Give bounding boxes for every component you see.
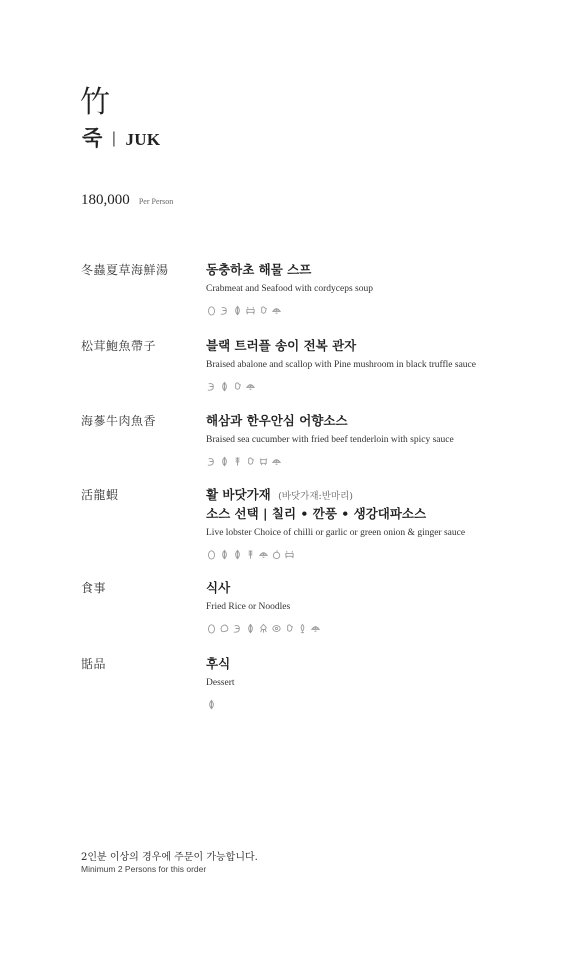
course-hanja: 活龍蝦	[81, 488, 119, 502]
menu-title-separator: |	[111, 129, 117, 147]
course-name-ko	[206, 486, 541, 505]
price-amount: 180,000	[81, 192, 130, 208]
allergen-icons	[206, 452, 541, 464]
course-name-ko: 해삼과 한우안심 어향소스	[206, 413, 348, 428]
crab-icon	[245, 301, 256, 313]
menu-title-ko: 죽	[82, 125, 103, 150]
leaf-icon	[232, 545, 243, 557]
allergen-icons	[206, 619, 541, 631]
egg-icon	[206, 301, 217, 313]
chicken-icon	[232, 377, 243, 389]
shellfish-icon	[271, 452, 282, 464]
shellfish-icon	[258, 545, 269, 557]
shrimp-icon	[219, 301, 230, 313]
course-desc-en: Crabmeat and Seafood with cordyceps soup	[206, 284, 373, 294]
shrimp-icon	[206, 452, 217, 464]
pine-nut-icon	[297, 619, 308, 631]
hanja-title: 竹	[80, 85, 110, 120]
egg-icon	[206, 545, 217, 557]
shellfish-icon	[310, 619, 321, 631]
course-desc-en: Dessert	[206, 678, 235, 688]
squid-icon	[258, 619, 269, 631]
price	[81, 189, 173, 209]
soy-icon	[219, 619, 230, 631]
course-desc-en: Live lobster Choice of chilli or garlic or green onion & ginger sauce	[206, 528, 466, 538]
course-desc-en: Braised sea cucumber with fried beef tenderloin with spicy sauce	[206, 435, 454, 445]
chicken-icon	[245, 452, 256, 464]
allergen-icons	[206, 695, 541, 707]
allergen-icons	[206, 545, 541, 557]
cow-icon	[258, 452, 269, 464]
course-name-ko: 식사	[206, 580, 231, 595]
egg-icon	[206, 619, 217, 631]
course-hanja: 松茸鮑魚帶子	[81, 339, 157, 353]
minimum-order-note-en: Minimum 2 Persons for this order	[81, 864, 207, 874]
leaf-icon	[219, 545, 230, 557]
course-hanja: 食事	[81, 581, 107, 595]
course-name-ko-note: (바닷가재:반마리)	[278, 491, 353, 502]
course-name-ko: 동충하초 해물 스프	[206, 262, 312, 277]
price-unit: Per Person	[138, 197, 174, 206]
sauce-choice: 소스 선택 | 칠리 • 깐풍 • 생강대파소스	[206, 506, 427, 521]
course-name-ko: 후식	[206, 656, 231, 671]
allergen-icons	[206, 377, 541, 389]
menu-subtitle	[82, 126, 160, 152]
leaf-icon	[206, 695, 217, 707]
leaf-icon	[219, 377, 230, 389]
chicken-icon	[284, 619, 295, 631]
chicken-icon	[258, 301, 269, 313]
menu-title-en: JUK	[125, 130, 161, 149]
shellfish-icon	[271, 301, 282, 313]
course-hanja: 甛品	[81, 657, 107, 671]
pig-icon	[271, 619, 282, 631]
peach-icon	[271, 545, 282, 557]
shrimp-icon	[232, 619, 243, 631]
course-name-ko: 블랙 트러플 송이 전복 관자	[206, 338, 357, 353]
course-desc-en: Braised abalone and scallop with Pine mushroom in black truffle sauce	[206, 360, 476, 370]
course-hanja: 海蔘牛肉魚香	[81, 414, 157, 428]
leaf-icon	[245, 619, 256, 631]
course-hanja: 冬蟲夏草海鮮湯	[81, 263, 169, 277]
minimum-order-note-ko: 2인분 이상의 경우에 주문이 가능합니다.	[81, 852, 258, 863]
allergen-icons	[206, 301, 541, 313]
leaf-icon	[219, 452, 230, 464]
crab-icon	[284, 545, 295, 557]
wheat-icon	[245, 545, 256, 557]
course-name-ko-main: 활 바닷가재	[206, 487, 271, 502]
wheat-icon	[232, 452, 243, 464]
leaf-icon	[232, 301, 243, 313]
shrimp-icon	[206, 377, 217, 389]
course-desc-en: Fried Rice or Noodles	[206, 602, 291, 612]
shellfish-icon	[245, 377, 256, 389]
